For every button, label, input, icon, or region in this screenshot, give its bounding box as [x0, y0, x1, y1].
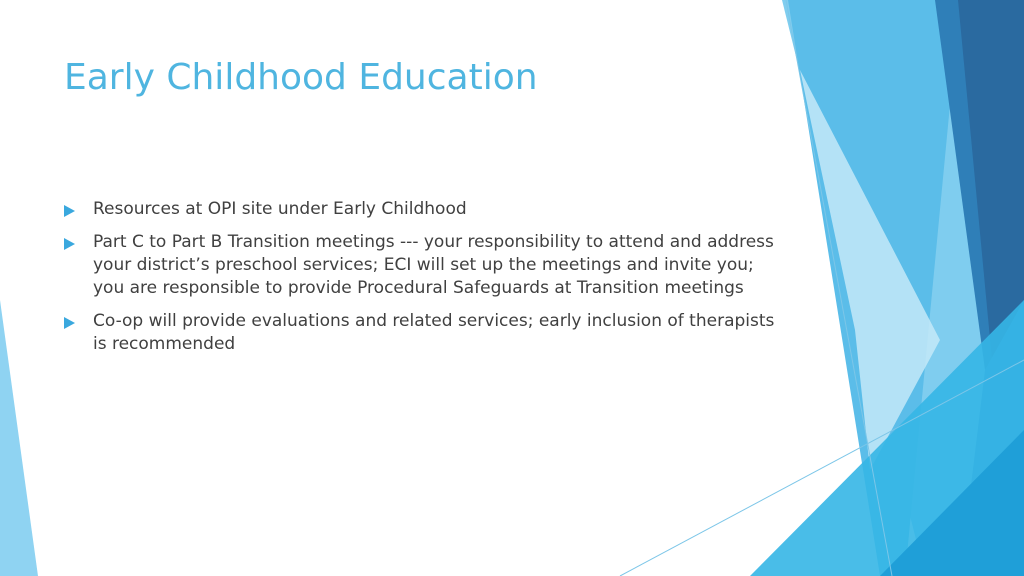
- left-facet: [0, 300, 38, 576]
- bullet-text: Co-op will provide evaluations and related services; early inclusion of therapists is recommended: [93, 311, 775, 354]
- bullet-list: [64, 198, 784, 366]
- triangle-bullet-icon: [64, 205, 75, 217]
- triangle-bullet-icon: [64, 238, 75, 250]
- bullet-text: Part C to Part B Transition meetings --- your responsibility to attend and address your district’s preschool services; ECI will set up the meetings and invite you; you are responsible to provide Procedural Safeguards at Transition meetings: [93, 232, 774, 298]
- bullet-item: [64, 231, 784, 300]
- bullet-text: Resources at OPI site under Early Childhood: [93, 199, 467, 219]
- bullet-item: [64, 198, 784, 221]
- bullet-item: [64, 310, 784, 356]
- slide-title: Early Childhood Education: [64, 57, 538, 98]
- triangle-bullet-icon: [64, 317, 75, 329]
